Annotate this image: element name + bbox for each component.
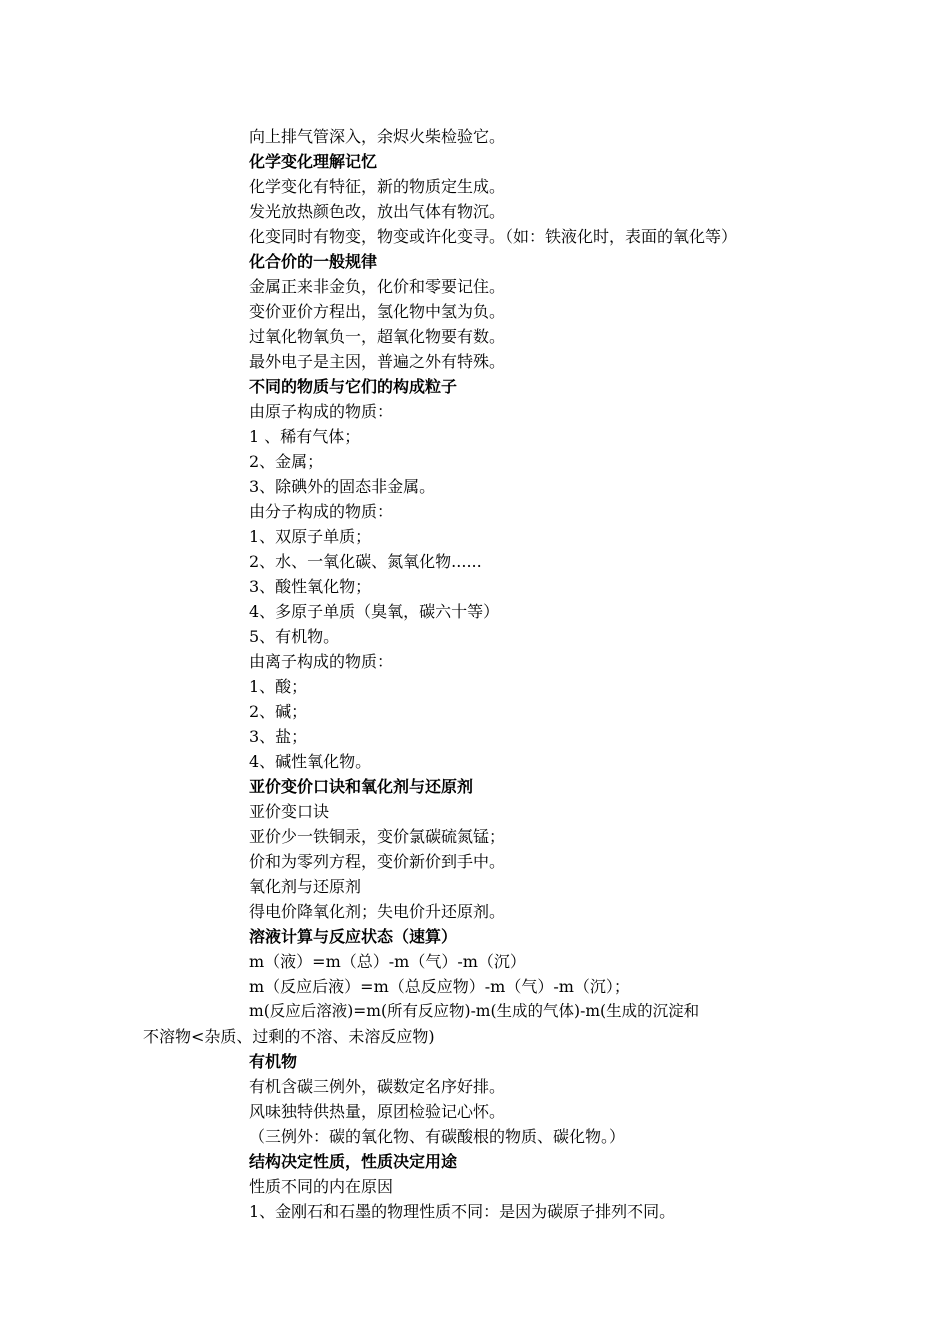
text-line: m（液）=m（总）-m（气）-m（沉）	[249, 952, 526, 971]
text-line: 变价亚价方程出，氢化物中氢为负。	[249, 302, 506, 321]
document-body	[143, 124, 849, 1224]
text-line: m（反应后液）=m（总反应物）-m（气）-m（沉）；	[249, 977, 630, 996]
text-line: （三例外：碳的氧化物、有碳酸根的物质、碳化物。）	[249, 1127, 626, 1146]
text-line: 4、碱性氧化物。	[249, 752, 372, 771]
text-line: 化变同时有物变，物变或许化变寻。（如：铁液化时，表面的氧化等）	[249, 227, 738, 246]
text-line: 1、酸；	[249, 677, 308, 696]
text-line: 由原子构成的物质：	[249, 402, 394, 421]
text-line: 1 、稀有气体；	[249, 427, 361, 446]
text-line: 5、有机物。	[249, 627, 340, 646]
section-heading: 化学变化理解记忆	[249, 152, 378, 171]
text-line: 价和为零列方程，变价新价到手中。	[249, 852, 506, 871]
text-line: 风味独特供热量，原团检验记心怀。	[249, 1102, 506, 1121]
text-line: 金属正来非金负，化价和零要记住。	[249, 277, 506, 296]
text-line: 2、水、一氧化碳、氮氧化物......	[249, 552, 482, 571]
text-line: 最外电子是主因，普遍之外有特殊。	[249, 352, 506, 371]
section-heading: 有机物	[249, 1052, 298, 1071]
text-line: 发光放热颜色改，放出气体有物沉。	[249, 202, 506, 221]
text-line: 3、盐；	[249, 727, 308, 746]
section-heading: 溶液计算与反应状态（速算）	[249, 927, 458, 946]
text-line: 性质不同的内在原因	[249, 1177, 394, 1196]
text-line: 亚价少一铁铜汞，变价氯碳硫氮锰；	[249, 827, 506, 846]
text-line: m(反应后溶液)=m(所有反应物)-m(生成的气体)-m(生成的沉淀和	[249, 1002, 700, 1020]
text-line: 亚价变口诀	[249, 802, 330, 821]
text-line: 有机含碳三例外，碳数定名序好排。	[249, 1077, 506, 1096]
text-line: 得电价降氧化剂；失电价升还原剂。	[249, 902, 506, 921]
text-line: 2、金属；	[249, 452, 324, 471]
text-line: 化学变化有特征，新的物质定生成。	[249, 177, 506, 196]
text-line: 2、碱；	[249, 702, 308, 721]
text-line: 过氧化物氧负一，超氧化物要有数。	[249, 327, 506, 346]
text-line: 氧化剂与还原剂	[249, 877, 362, 896]
section-heading: 结构决定性质，性质决定用途	[249, 1152, 458, 1171]
text-line: 1、双原子单质；	[249, 527, 372, 546]
section-heading: 不同的物质与它们的构成粒子	[249, 377, 458, 396]
section-heading: 亚价变价口诀和氧化剂与还原剂	[249, 777, 474, 796]
continuation-line: 不溶物<杂质、过剩的不溶、未溶反应物)	[143, 1027, 435, 1046]
text-line: 3、除碘外的固态非金属。	[249, 477, 436, 496]
text-line: 由离子构成的物质：	[249, 652, 394, 671]
text-line: 4、多原子单质（臭氧，碳六十等）	[249, 602, 500, 621]
text-line: 由分子构成的物质：	[249, 502, 394, 521]
text-line: 3、酸性氧化物；	[249, 577, 372, 596]
text-line: 1、金刚石和石墨的物理性质不同：是因为碳原子排列不同。	[249, 1202, 676, 1221]
text-line: 向上排气管深入，余烬火柴检验它。	[249, 127, 506, 146]
section-heading: 化合价的一般规律	[249, 252, 378, 271]
